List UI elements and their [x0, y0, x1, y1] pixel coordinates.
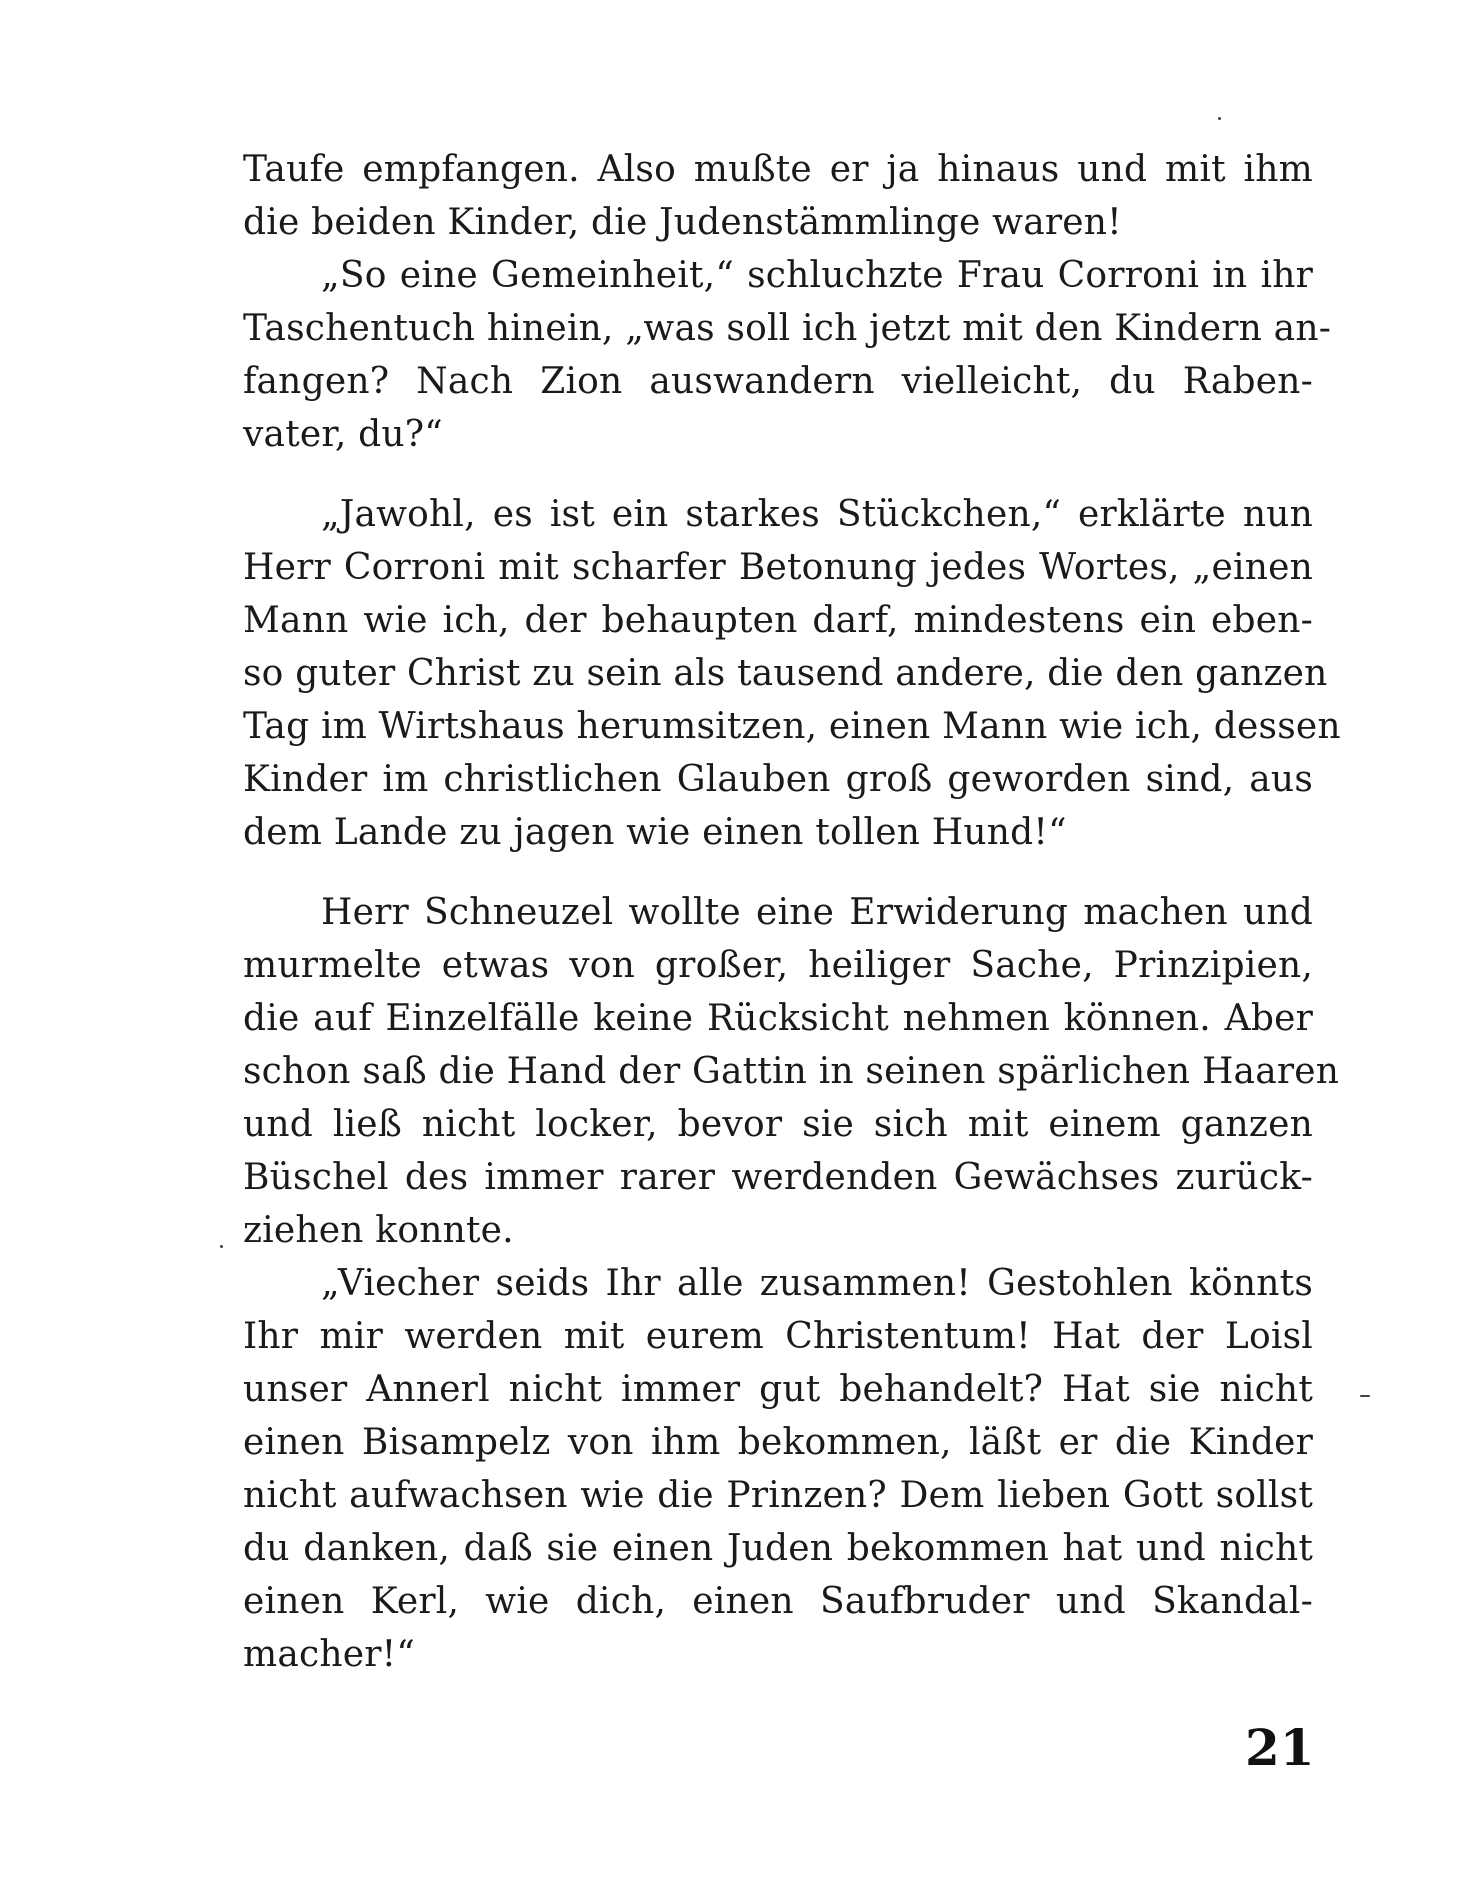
text-line: macher!“ — [243, 1634, 415, 1675]
text-line: Herr Schneuzel wollte eine Erwiderung machen und — [321, 892, 1313, 933]
text-line: Mann wie ich, der behaupten darf, mindestens ein eben- — [243, 600, 1313, 641]
text-line: du danken, daß sie einen Juden bekommen hat und nicht — [243, 1528, 1313, 1569]
text-line: so guter Christ zu sein als tausend andere, die den ganzen — [243, 653, 1328, 694]
text-line: einen Bisampelz von ihm bekommen, läßt er die Kinder — [243, 1422, 1313, 1463]
scan-speck — [220, 1245, 223, 1248]
text-line: Taschentuch hinein, „was soll ich jetzt mit den Kindern an- — [243, 308, 1332, 349]
text-line: Büschel des immer rarer werdenden Gewächses zurück- — [243, 1157, 1313, 1198]
text-line: „Jawohl, es ist ein starkes Stückchen,“ erklärte nun — [321, 494, 1313, 535]
text-line: einen Kerl, wie dich, einen Saufbruder und Skandal- — [243, 1581, 1313, 1622]
text-line: die auf Einzelfälle keine Rücksicht nehmen können. Aber — [243, 998, 1313, 1039]
text-line: Herr Corroni mit scharfer Betonung jedes Wortes, „einen — [243, 547, 1313, 588]
page-text-block — [243, 143, 1341, 1843]
text-line: schon saß die Hand der Gattin in seinen spärlichen Haaren — [243, 1051, 1340, 1092]
text-line: unser Annerl nicht immer gut behandelt? Hat sie nicht — [243, 1369, 1313, 1410]
text-line: vater, du?“ — [243, 414, 443, 455]
paragraph-3 — [243, 488, 1341, 859]
text-line: „Viecher seids Ihr alle zusammen! Gestohlen könnts — [321, 1263, 1313, 1304]
paragraph-2 — [243, 249, 1332, 461]
text-line: ziehen konnte. — [243, 1210, 514, 1251]
text-line: Tag im Wirtshaus herumsitzen, einen Mann wie ich, dessen — [243, 706, 1341, 747]
paragraph-5 — [243, 1257, 1313, 1681]
paragraph-gap — [243, 859, 1313, 886]
text-line: nicht aufwachsen wie die Prinzen? Dem lieben Gott sollst — [243, 1475, 1313, 1516]
text-line: murmelte etwas von großer, heiliger Sache, Prinzipien, — [243, 945, 1313, 986]
text-line: Taufe empfangen. Also mußte er ja hinaus und mit ihm — [243, 149, 1313, 190]
text-line: dem Lande zu jagen wie einen tollen Hund!“ — [243, 812, 1067, 853]
text-line: Kinder im christlichen Glauben groß geworden sind, aus — [243, 759, 1313, 800]
text-line: „So eine Gemeinheit,“ schluchzte Frau Corroni in ihr — [321, 255, 1313, 296]
scan-speck — [1360, 1395, 1370, 1397]
scan-speck — [1218, 117, 1221, 120]
page-number: 21 — [1245, 1718, 1315, 1777]
text-line: und ließ nicht locker, bevor sie sich mit einem ganzen — [243, 1104, 1313, 1145]
text-line: fangen? Nach Zion auswandern vielleicht, du Raben- — [243, 361, 1313, 402]
text-line: Ihr mir werden mit eurem Christentum! Hat der Loisl — [243, 1316, 1313, 1357]
paragraph-1 — [243, 143, 1313, 249]
paragraph-4 — [243, 886, 1340, 1257]
paragraph-gap — [243, 461, 1313, 488]
text-line: die beiden Kinder, die Judenstämmlinge waren! — [243, 202, 1122, 243]
